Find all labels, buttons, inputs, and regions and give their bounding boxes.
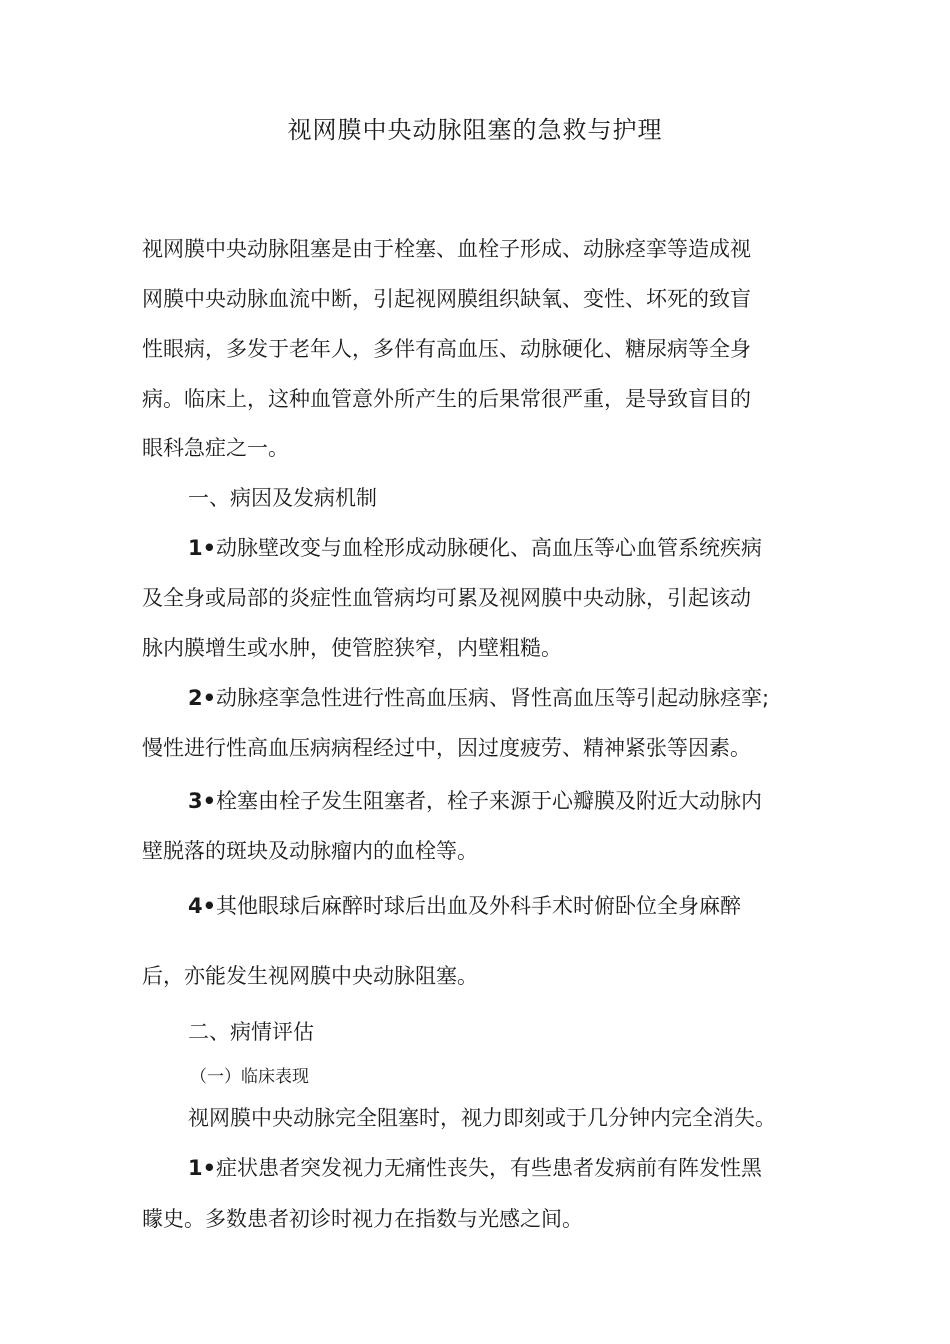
intro-line-1: 视网膜中央动脉阻塞是由于栓塞、血栓子形成、动脉痉挛等造成视	[142, 237, 751, 261]
intro-line-3: 性眼病，多发于老年人，多伴有高血压、动脉硬化、糖尿病等全身	[142, 337, 751, 361]
item1-line1	[188, 532, 762, 564]
item2-text: 动脉痉挛急性进行性高血压病、肾性高血压等引起动脉痉挛;	[216, 686, 770, 710]
item3-text: 栓塞由栓子发生阻塞者，栓子来源于心瓣膜及附近大动脉内	[216, 789, 763, 813]
symptom1-line1	[188, 1152, 762, 1184]
item4-number: 4•	[188, 894, 217, 918]
intro-line-2: 网膜中央动脉血流中断，引起视网膜组织缺氧、变性、坏死的致盲	[142, 287, 751, 311]
item1-line3: 脉内膜增生或水肿，使管腔狭窄，内壁粗糙。	[142, 636, 562, 660]
intro-line-4: 病。临床上，这种血管意外所产生的后果常很严重，是导致盲目的	[142, 387, 751, 411]
item1-line2: 及全身或局部的炎症性血管病均可累及视网膜中央动脉，引起该动	[142, 586, 751, 610]
section1-heading: 一、病因及发病机制	[188, 486, 377, 510]
clinical-intro: 视网膜中央动脉完全阻塞时，视力即刻或于几分钟内完全消失。	[188, 1106, 776, 1130]
symptom1-text: 症状患者突发视力无痛性丧失，有些患者发病前有阵发性黑	[216, 1156, 763, 1180]
subsection1-heading: （一）临床表现	[190, 1067, 309, 1087]
item4-line2: 后，亦能发生视网膜中央动脉阻塞。	[142, 964, 478, 988]
document-title: 视网膜中央动脉阻塞的急救与护理	[287, 116, 663, 144]
symptom1-number: 1•	[188, 1156, 217, 1180]
item2-number: 2•	[188, 686, 217, 710]
intro-line-5: 眼科急症之一。	[142, 436, 289, 460]
symptom1-line2: 矇史。多数患者初诊时视力在指数与光感之间。	[142, 1207, 583, 1231]
item2-line1	[188, 682, 769, 714]
item1-text: 动脉壁改变与血栓形成动脉硬化、高血压等心血管系统疾病	[216, 536, 763, 560]
item4-text: 其他眼球后麻醉时球后出血及外科手术时俯卧位全身麻醉	[216, 894, 742, 918]
item3-number: 3•	[188, 789, 217, 813]
section2-heading: 二、病情评估	[188, 1020, 314, 1044]
item2-line2: 慢性进行性高血压病病程经过中，因过度疲劳、精神紧张等因素。	[142, 736, 751, 760]
item3-line2: 壁脱落的斑块及动脉瘤内的血栓等。	[142, 839, 478, 863]
item3-line1	[188, 785, 762, 817]
item1-number: 1•	[188, 536, 217, 560]
item4-line1	[188, 890, 741, 922]
